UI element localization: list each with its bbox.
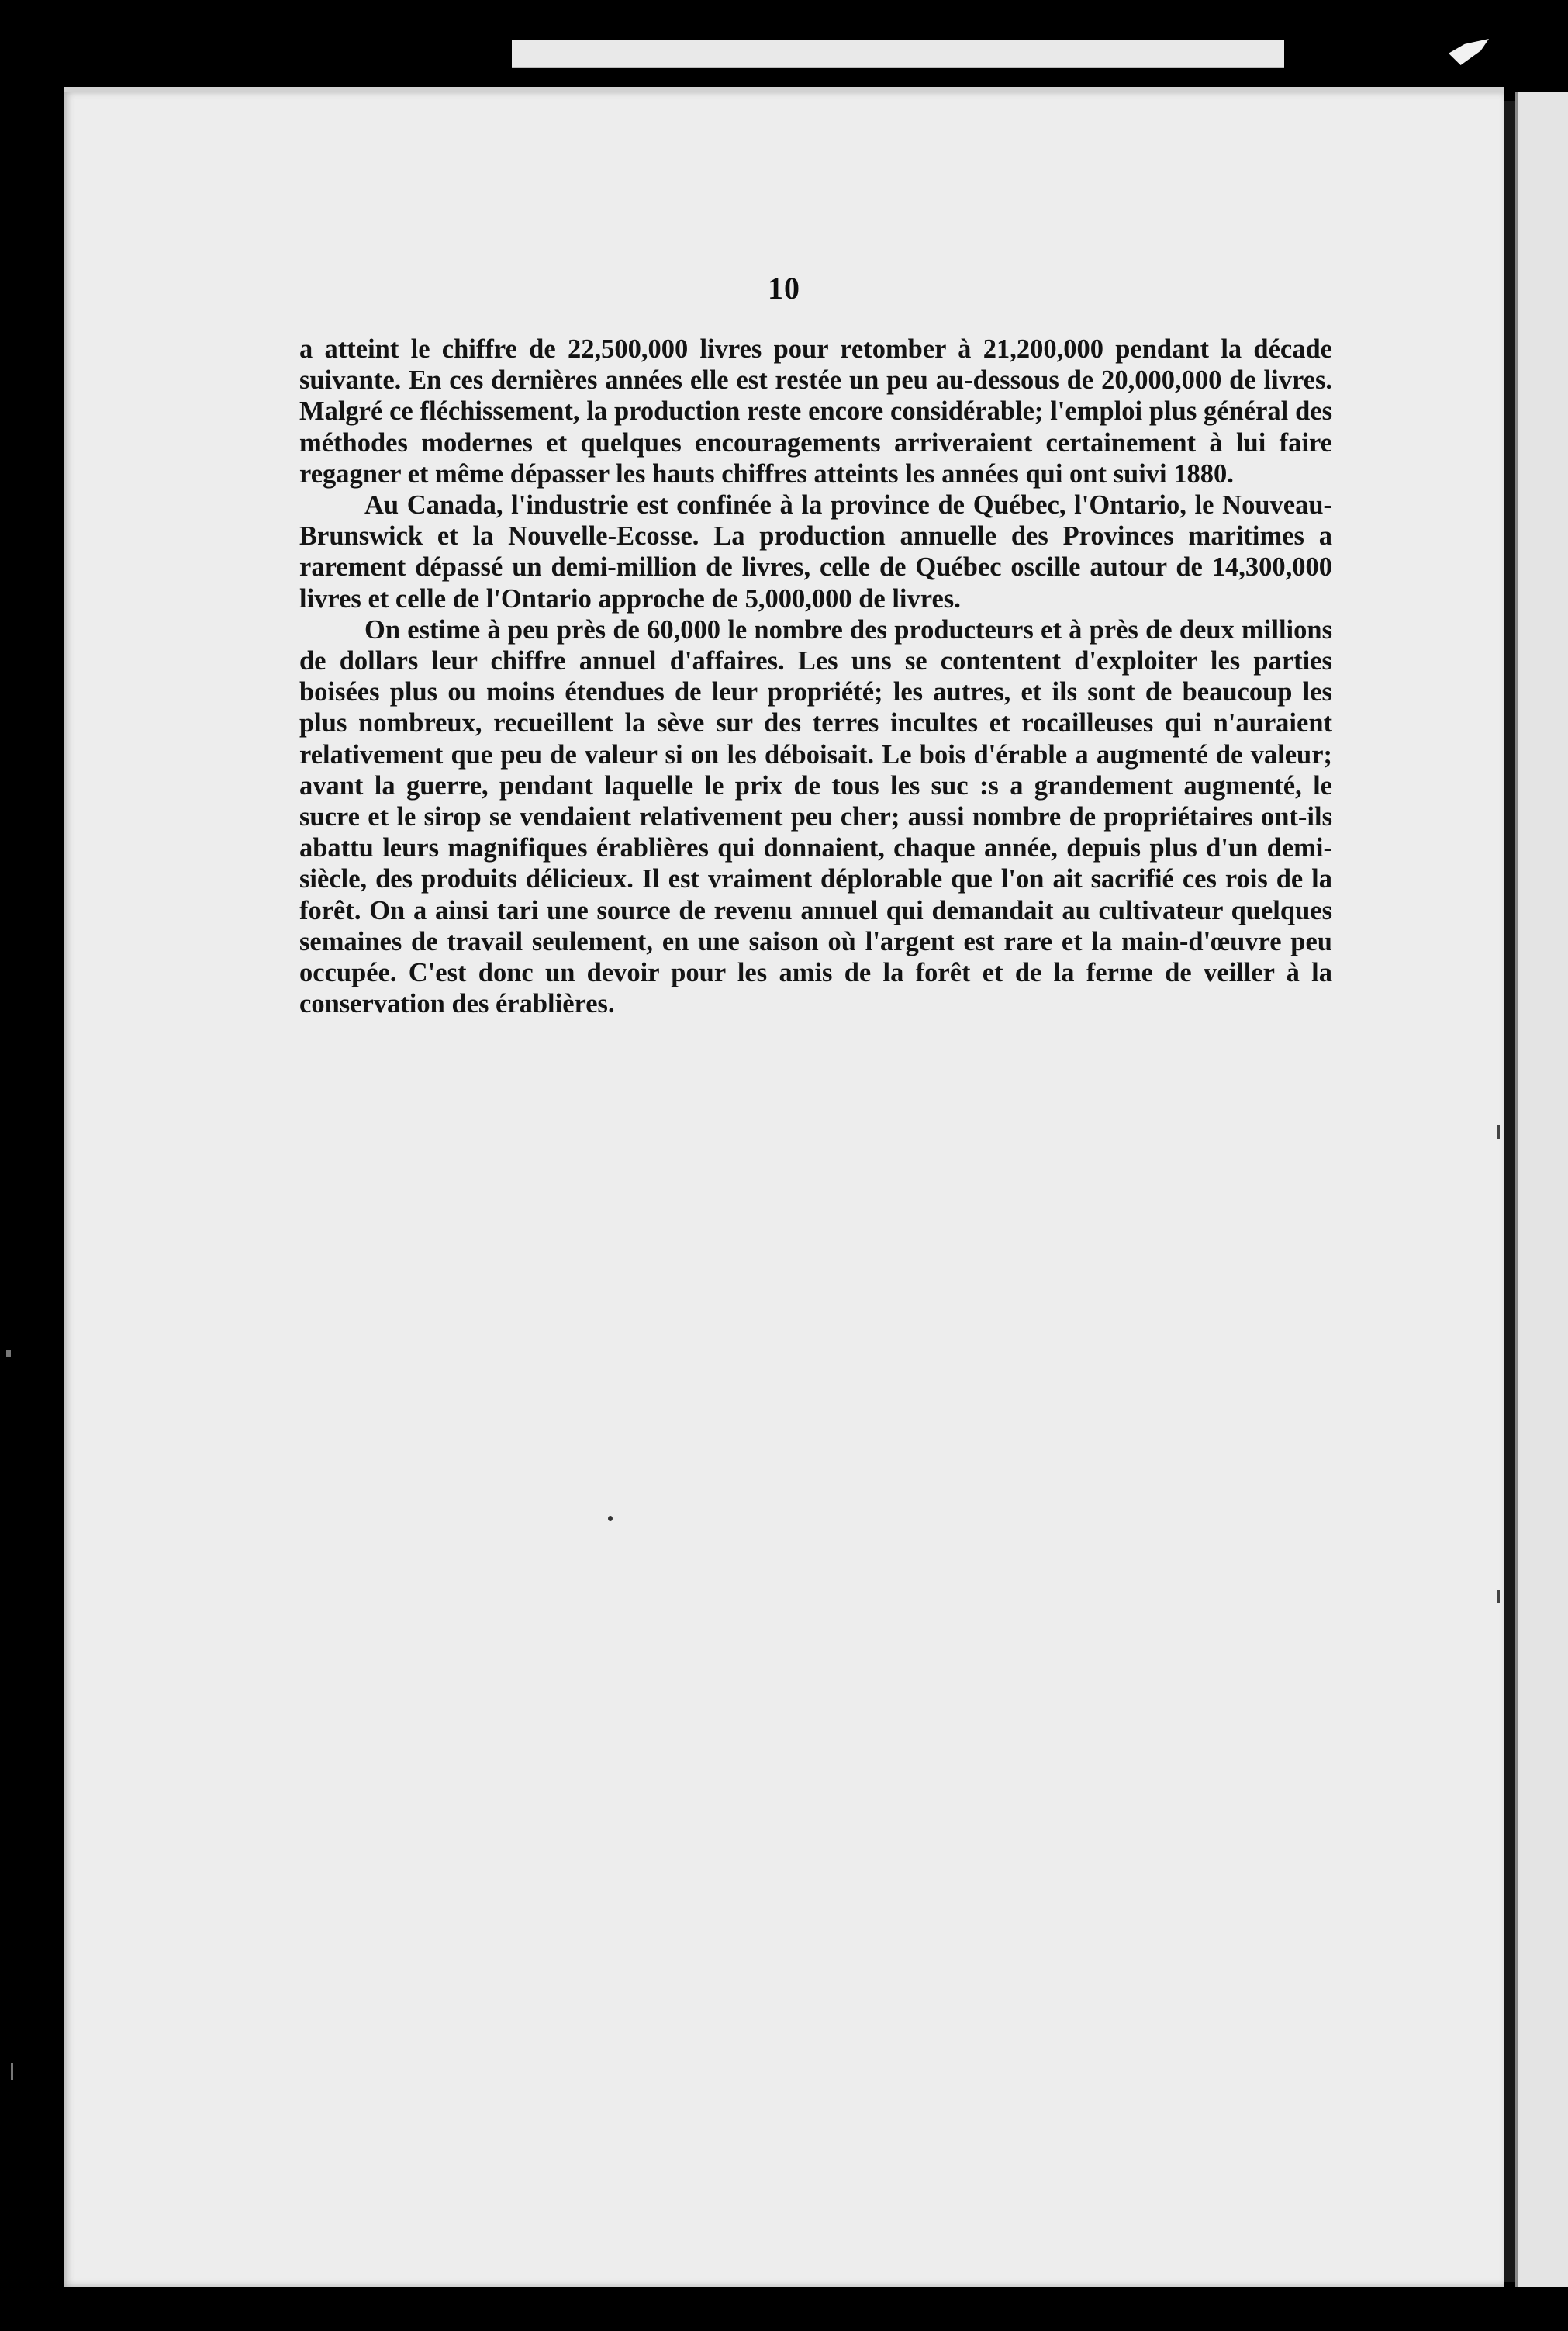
paragraph-1: a atteint le chiffre de 22,500,000 livres pour retomber à 21,200,000 pendant la décade suivante. En ces dernières années elle est restée un peu au-dessous de 20,000,000 de livres. Malgré ce fléchissement, la production reste encore considérable; l'emploi plus général des méthodes modernes et quelques encouragements arriveraient certainement à lui faire regagner et même dépasser les hauts chiffres atteints les années qui ont suivi 1880.	[299, 334, 1332, 489]
scan-mark	[1497, 1590, 1500, 1603]
adjacent-page-edge	[1515, 92, 1568, 2287]
paragraph-3: On estime à peu près de 60,000 le nombre des producteurs et à près de deux millions de dollars leur chiffre annuel d'affaires. Les uns se contentent d'exploiter les parties boisées plus ou moins étendues de leur propriété; les autres, et ils sont de beaucoup les plus nombreux, recueillent la sève sur des terres incultes et rocailleuses qui n'auraient relativement que peu de valeur si on les déboisait. Le bois d'érable a augmenté de valeur; avant la guerre, pendant laquelle le prix de tous les suc :s a grandement augmenté, le sucre et le sirop se vendaient relativement peu cher; aussi nombre de propriétaires ont-ils abattu leurs magnifiques érablières qui donnaient, chaque année, depuis plus d'un demi-siècle, des produits délicieux. Il est vraiment déplorable que l'on ait sacrifié ces rois de la forêt. On a ainsi tari une source de revenu annuel qui demandait au cultivateur quelques semaines de travail seulement, en une saison où l'argent est rare et la main-d'œuvre peu occupée. C'est donc un devoir pour les amis de la forêt et de la ferme de veiller à la conservation des érablières.	[299, 614, 1332, 1019]
scan-top-strip	[512, 40, 1284, 68]
paragraph-2: Au Canada, l'industrie est confinée à la province de Québec, l'Ontario, le Nouveau-Brunswick et la Nouvelle-Ecosse. La production annuelle des Provinces maritimes a rarement dépassé un demi-million de livres, celle de Québec oscille autour de 14,300,000 livres et celle de l'Ontario approche de 5,000,000 de livres.	[299, 490, 1332, 614]
scan-corner-mark	[1449, 39, 1489, 65]
scan-mark	[11, 2063, 13, 2080]
scan-mark	[6, 1350, 11, 1357]
body-text	[299, 334, 1332, 1019]
page-number: 10	[768, 271, 800, 306]
scan-speck	[608, 1516, 613, 1521]
page-binding-shadow	[1504, 101, 1515, 2282]
scan-mark	[1497, 1125, 1500, 1139]
